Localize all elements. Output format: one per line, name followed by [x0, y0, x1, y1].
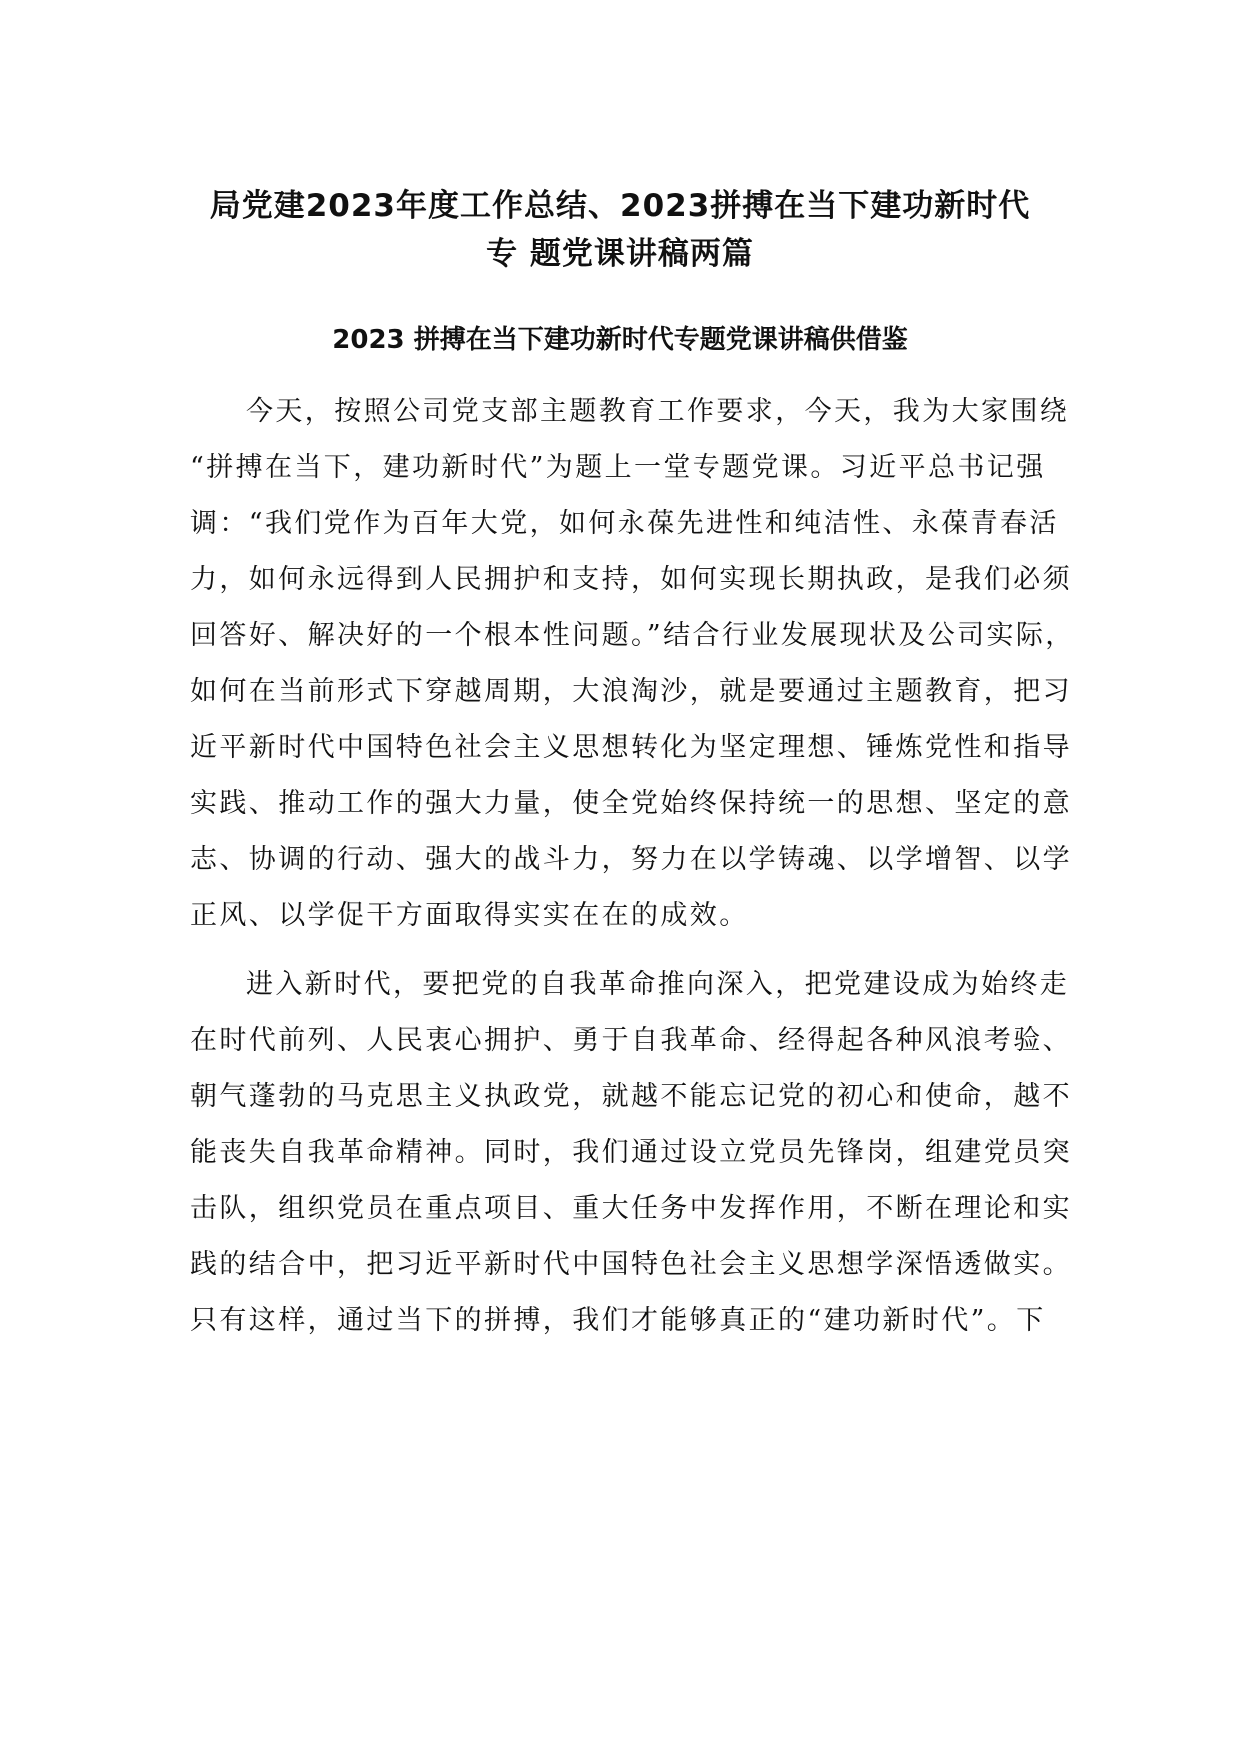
text-line: 能丧失自我革命精神。同时，我们通过设立党员先锋岗，组建党员突 [190, 1137, 1072, 1168]
text-line: 击队，组织党员在重点项目、重大任务中发挥作用，不断在理论和实 [190, 1193, 1072, 1224]
text-line: 志、协调的行动、强大的战斗力，努力在以学铸魂、以学增智、以学 [190, 844, 1072, 875]
document-title [150, 182, 1090, 278]
document-title-line: 局党建2023年度工作总结、2023拼搏在当下建功新时代 [209, 188, 1031, 224]
section-title: 2023 拼搏在当下建功新时代专题党课讲稿供借鉴 [332, 325, 908, 355]
text-line: 进入新时代，要把党的自我革命推向深入，把党建设成为始终走 [246, 969, 1070, 1000]
text-line: 回答好、解决好的一个根本性问题。”结合行业发展现状及公司实际， [190, 620, 1075, 651]
text-line: 只有这样，通过当下的拼搏，我们才能够真正的“建功新时代”。下 [190, 1305, 1046, 1336]
text-line: 如何在当前形式下穿越周期，大浪淘沙，就是要通过主题教育，把习 [190, 676, 1072, 707]
text-line: 朝气蓬勃的马克思主义执政党，就越不能忘记党的初心和使命，越不 [190, 1081, 1072, 1112]
text-line: 调：“我们党作为百年大党，如何永葆先进性和纯洁性、永葆青春活 [190, 508, 1059, 539]
document-title-line: 专 题党课讲稿两篇 [486, 236, 754, 272]
text-line: 正风、以学促干方面取得实实在在的成效。 [190, 900, 749, 931]
text-line: “拼搏在当下，建功新时代”为题上一堂专题党课。习近平总书记强 [190, 452, 1046, 483]
text-line: 近平新时代中国特色社会主义思想转化为坚定理想、锤炼党性和指导 [190, 732, 1072, 763]
text-line: 实践、推动工作的强大力量，使全党始终保持统一的思想、坚定的意 [190, 788, 1072, 819]
text-line: 践的结合中，把习近平新时代中国特色社会主义思想学深悟透做实。 [190, 1249, 1072, 1280]
body-paragraph [190, 957, 1072, 1349]
text-line: 今天，按照公司党支部主题教育工作要求，今天，我为大家围绕 [246, 396, 1070, 427]
text-line: 在时代前列、人民衷心拥护、勇于自我革命、经得起各种风浪考验、 [190, 1025, 1072, 1056]
body-paragraph [190, 384, 1075, 944]
text-line: 力，如何永远得到人民拥护和支持，如何实现长期执政，是我们必须 [190, 564, 1072, 595]
